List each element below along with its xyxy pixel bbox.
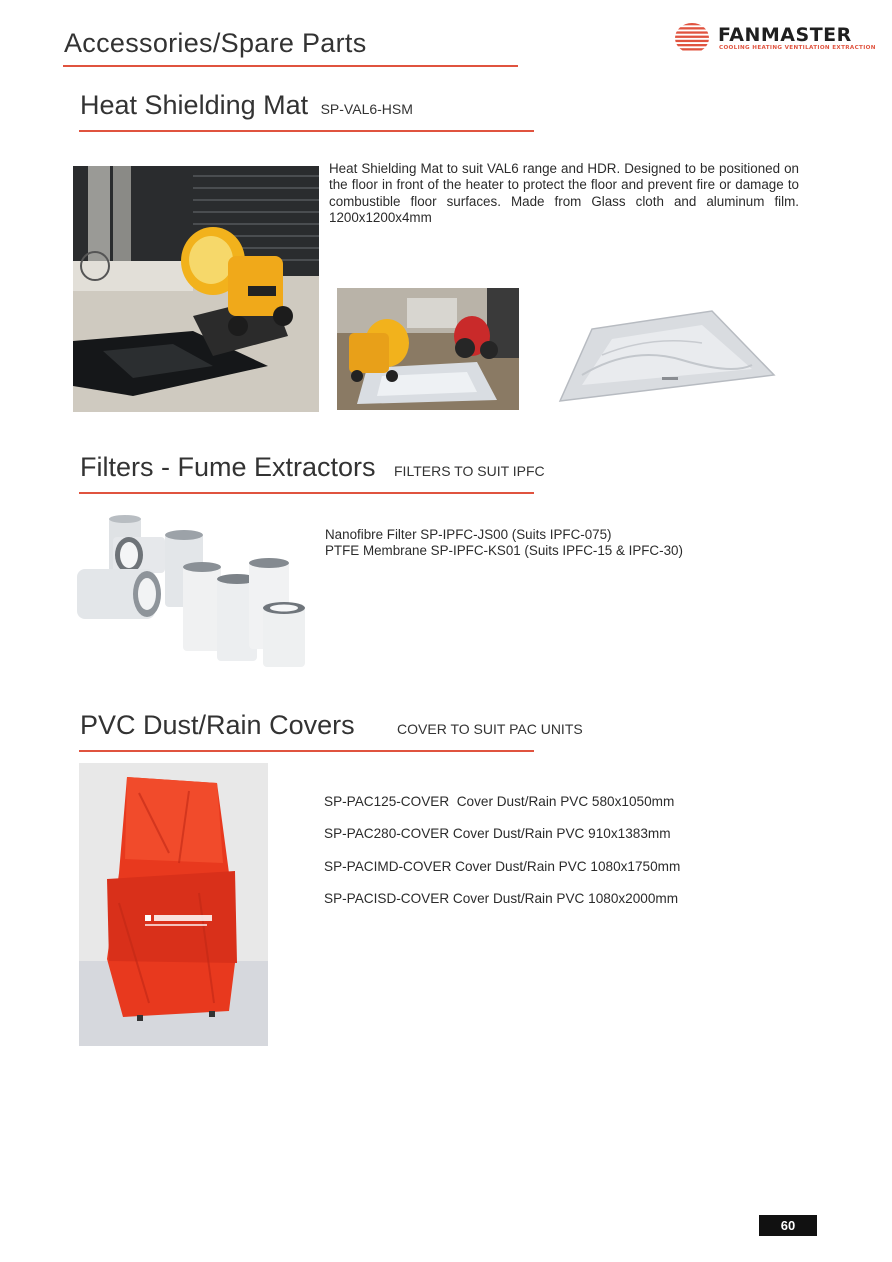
list-item: SP-PACIMD-COVER Cover Dust/Rain PVC 1080x1750mm <box>324 858 681 874</box>
pvc-covers-heading <box>80 710 583 741</box>
brand-tagline: COOLING HEATING VENTILATION EXTRACTION <box>719 45 876 51</box>
section-divider <box>79 130 534 132</box>
list-item: Nanofibre Filter SP-IPFC-JS00 (Suits IPFC-075) <box>325 527 612 542</box>
section-title: Filters - Fume Extractors <box>80 452 376 482</box>
heater-on-black-mat-photo <box>73 166 319 412</box>
heat-shielding-mat-heading <box>80 90 413 121</box>
page-number: 60 <box>759 1215 817 1236</box>
section-code: SP-VAL6-HSM <box>320 101 413 117</box>
section-divider <box>79 750 534 752</box>
fanmaster-logo-icon <box>674 22 710 54</box>
filters-item-list <box>325 527 683 560</box>
brand-name: FANMASTER <box>718 24 852 46</box>
section-title: PVC Dust/Rain Covers <box>80 710 355 740</box>
page-title: Accessories/Spare Parts <box>64 28 367 58</box>
page-title-divider <box>63 65 518 67</box>
section-divider <box>79 492 534 494</box>
heater-on-silver-mat-photo <box>337 288 519 410</box>
section-code: FILTERS TO SUIT IPFC <box>394 463 545 479</box>
filters-heading <box>80 452 545 483</box>
list-item: SP-PAC125-COVER Cover Dust/Rain PVC 580x1050mm <box>324 794 675 809</box>
list-item: PTFE Membrane SP-IPFC-KS01 (Suits IPFC-15 & IPFC-30) <box>325 543 683 559</box>
brand-logo <box>674 22 876 56</box>
section-title: Heat Shielding Mat <box>80 90 309 120</box>
section-code: COVER TO SUIT PAC UNITS <box>397 721 583 737</box>
heat-shielding-mat-description: Heat Shielding Mat to suit VAL6 range and HDR. Designed to be positioned on the floor in front of the heater to protect the floor and prevent fire or damage to combustible floor surfaces. Made from Glass cloth and aluminum film. 1200x1200x4mm <box>329 161 799 225</box>
red-pvc-cover-photo <box>79 763 268 1046</box>
pvc-covers-item-list <box>324 786 680 916</box>
folded-silver-mat-photo <box>552 305 776 405</box>
list-item: SP-PAC280-COVER Cover Dust/Rain PVC 910x1383mm <box>324 826 671 842</box>
list-item: SP-PACISD-COVER Cover Dust/Rain PVC 1080x2000mm <box>324 891 679 907</box>
cartridge-filters-photo <box>73 513 308 671</box>
